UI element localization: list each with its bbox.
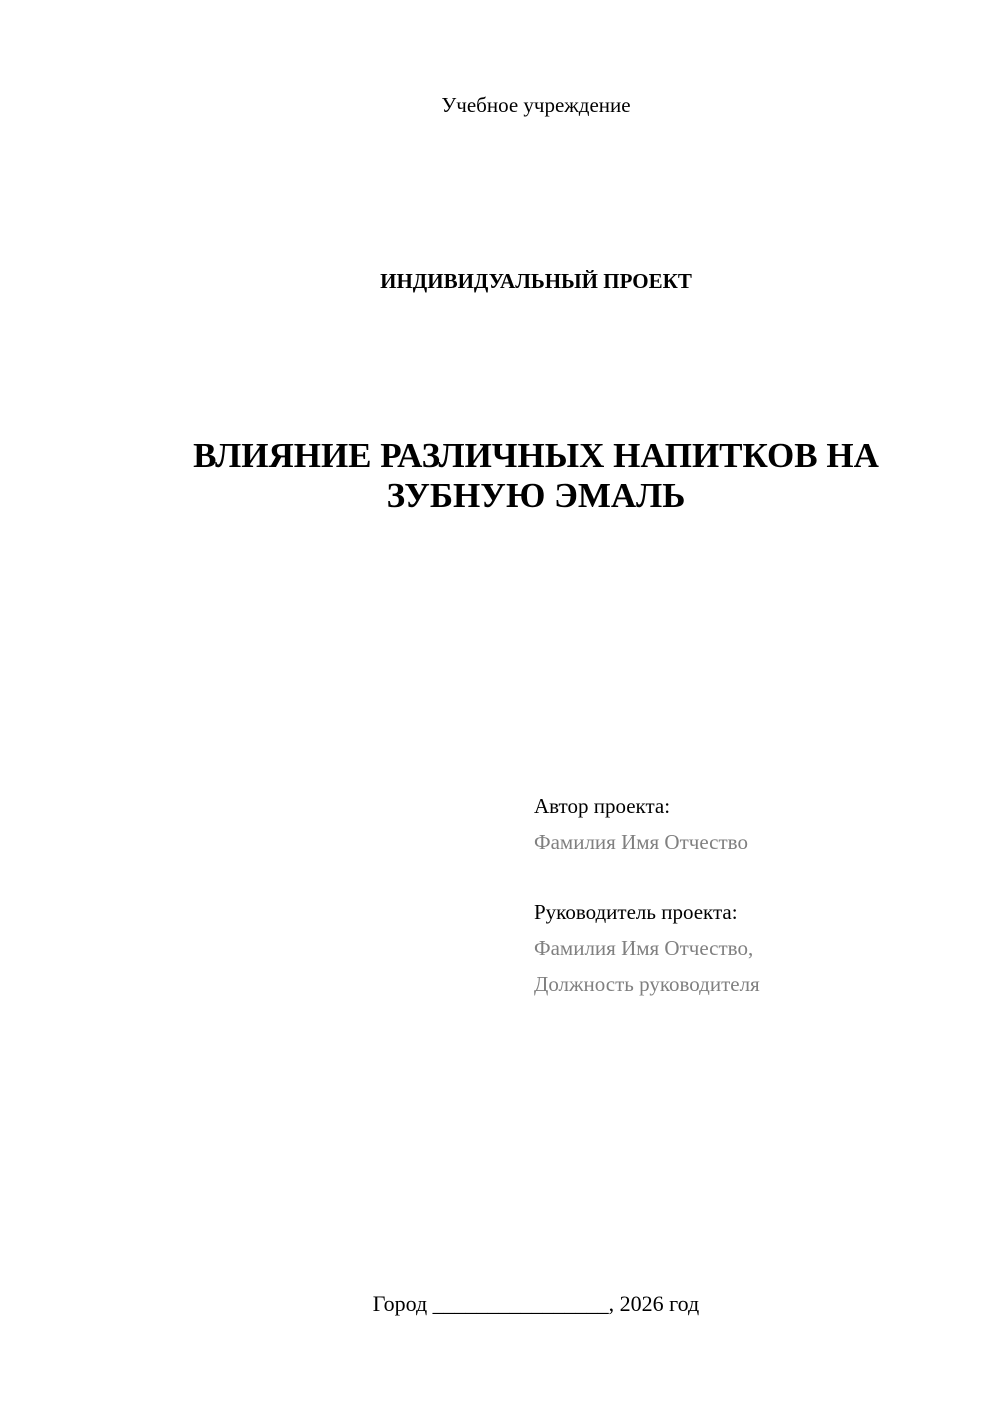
author-name: Фамилия Имя Отчество bbox=[534, 830, 748, 854]
supervisor-position: Должность руководителя bbox=[534, 972, 760, 996]
info-spacer bbox=[534, 860, 954, 894]
supervisor-label: Руководитель проекта: bbox=[534, 900, 738, 924]
project-title-line: ВЛИЯНИЕ РАЗЛИЧНЫХ НАПИТКОВ НА bbox=[193, 436, 879, 475]
project-title bbox=[100, 436, 972, 516]
city-year-footer: Город ________________, 2026 год bbox=[372, 1291, 700, 1316]
project-type-heading: ИНДИВИДУАЛЬНЫЙ ПРОЕКТ bbox=[380, 269, 692, 293]
author-label: Автор проекта: bbox=[534, 794, 671, 818]
supervisor-name: Фамилия Имя Отчество, bbox=[534, 936, 754, 960]
project-info-block bbox=[534, 788, 954, 1002]
institution-name: Учебное учреждение bbox=[441, 93, 631, 117]
project-title-line: ЗУБНУЮ ЭМАЛЬ bbox=[386, 476, 686, 515]
